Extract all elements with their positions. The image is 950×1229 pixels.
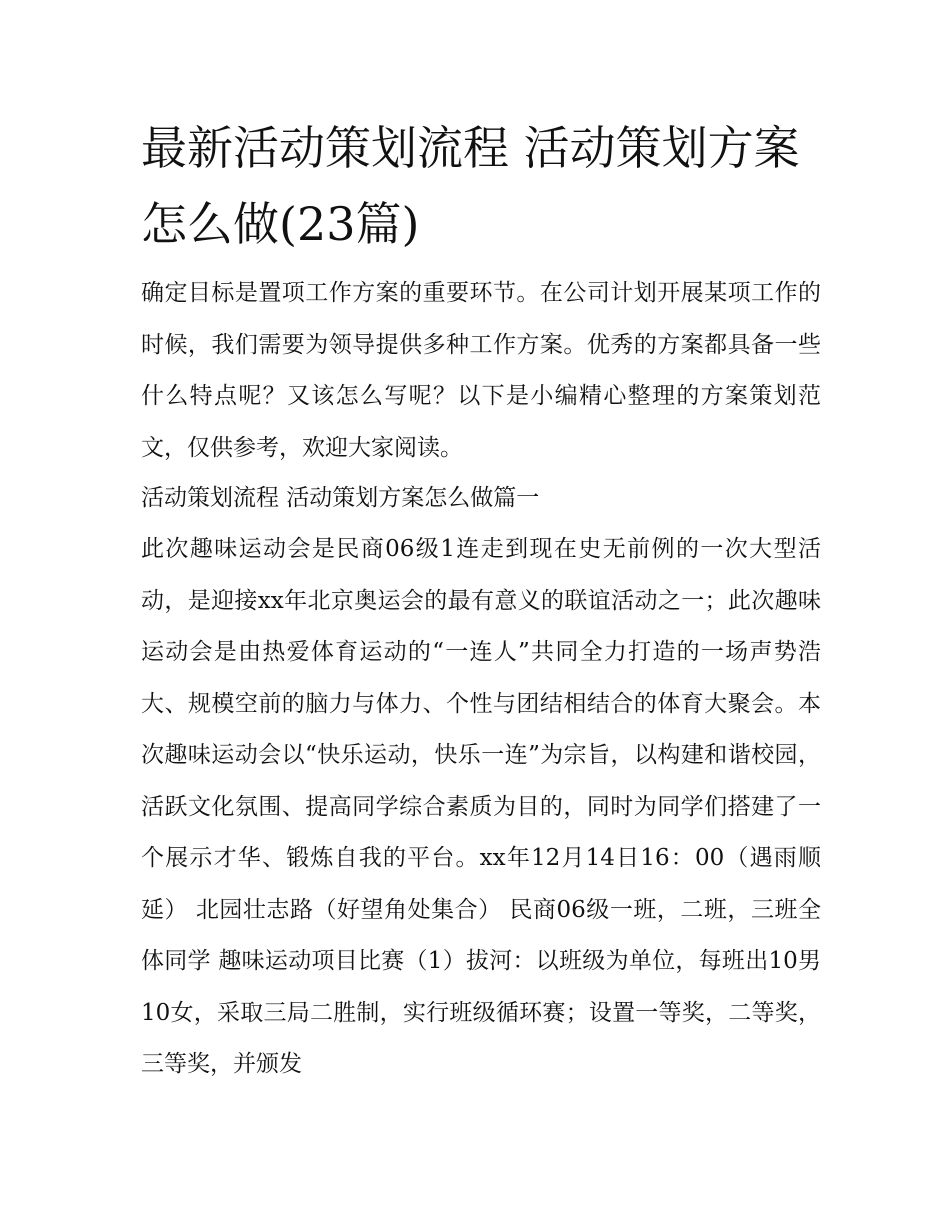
body-paragraph: 此次趣味运动会是民商06级1连走到现在史无前例的一次大型活动，是迎接xx年北京奥运会的最有意义的联谊活动之一；此次趣味运动会是由热爱体育运动的“一连人”共同全力打造的一场声势浩大、规模空前的脑力与体力、个性与团结相结合的体育大聚会。本次趣味运动会以“快乐运动，快乐一连”为宗旨，以构建和谐校园，活跃文化氛围、提高同学综合素质为目的，同时为同学们搭建了一个展示才华、锻炼自我的平台。xx年12月14日16：00（遇雨顺延） 北园壮志路（好望角处集合） 民商06级一班，二班，三班全体同学 趣味运动项目比赛（1）拔河：以班级为单位，每班出10男10女，采取三局二胜制，实行班级循环赛；设置一等奖，二等奖，三等奖，并颁发 [141, 536, 821, 1077]
document-title: 最新活动策划流程 活动策划方案怎么做(23篇) [141, 121, 800, 251]
intro-paragraph: 确定目标是置项工作方案的重要环节。在公司计划开展某项工作的时候，我们需要为领导提供多种工作方案。优秀的方案都具备一些什么特点呢？又该怎么写呢？以下是小编精心整理的方案策划范文，仅供参考，欢迎大家阅读。 [141, 280, 821, 461]
section-heading: 活动策划流程 活动策划方案怎么做篇一 [141, 485, 540, 511]
document-page [141, 110, 821, 1091]
